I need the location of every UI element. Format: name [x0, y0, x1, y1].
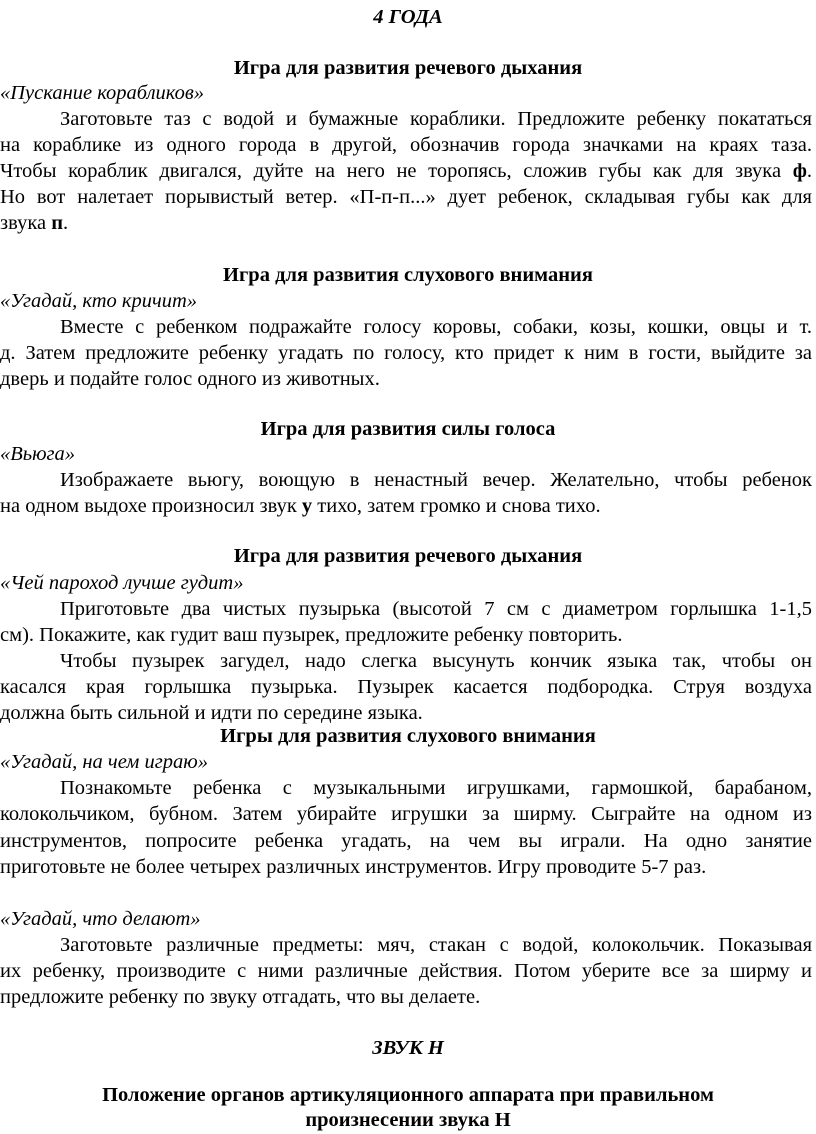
section-3-line-1: Изображаете вьюгу, воющую в ненастный вечер. Желательно, чтобы ребенок: [60, 469, 812, 491]
section-1-line-1: Заготовьте таз с водой и бумажные кораблики. Предложите ребенку покататься: [60, 108, 812, 130]
section-4-game-title: «Чей пароход лучше гудит»: [0, 572, 244, 594]
section-4-line-5: должна быть сильной и идти по середине языка.: [0, 702, 423, 724]
section-1-line-4: Но вот налетает порывистый ветер. «П-п-п...» дует ребенок, складывая губы как для: [0, 186, 812, 208]
section-1-line-2: на кораблике из одного города в другой, обозначив города значками на краях таза.: [0, 134, 812, 156]
sound-f: ф: [792, 160, 807, 182]
sound-heading: ЗВУК Н: [372, 1037, 444, 1059]
section-5-line-4: приготовьте не более четырех различных инструментов. Игру проводите 5-7 раз.: [0, 856, 707, 878]
section-5-line-1: Познакомьте ребенка с музыкальными игрушками, гармошкой, барабаном,: [60, 777, 812, 799]
age-heading: 4 ГОДА: [373, 6, 443, 28]
section-2-game-title: «Угадай, кто кричит»: [0, 290, 198, 312]
section-4-line-2: см). Покажите, как гудит ваш пузырек, предложите ребенку повторить.: [0, 624, 623, 646]
sound-p: п: [51, 212, 64, 234]
section-1-line-5: звука п.: [0, 212, 69, 234]
section-3-game-title: «Вьюга»: [0, 443, 76, 465]
section-6-game-title: «Угадай, что делают»: [0, 908, 201, 930]
section-6-line-1: Заготовьте различные предметы: мяч, стакан с водой, колокольчик. Показывая: [60, 934, 812, 956]
final-title-line-2: произнесении звука Н: [305, 1109, 511, 1131]
section-4-line-4: касался края горлышка пузырька. Пузырек касается подбородка. Струя воздуха: [0, 676, 812, 698]
section-2-line-1: Вместе с ребенком подражайте голосу коровы, собаки, козы, кошки, овцы и т.: [60, 316, 812, 338]
section-4-line-3: Чтобы пузырек загудел, надо слегка высунуть кончик языка так, чтобы он: [60, 650, 812, 672]
section-3-line-2: на одном выдохе произносил звук у тихо, затем громко и снова тихо.: [0, 495, 601, 517]
section-2-line-3: дверь и подайте голос одного из животных.: [0, 368, 380, 390]
section-5-title: Игры для развития слухового внимания: [220, 725, 596, 747]
final-title-line-1: Положение органов артикуляционного аппарата при правильном: [102, 1084, 714, 1106]
section-1-title: Игра для развития речевого дыхания: [233, 57, 583, 79]
section-5-line-2: колокольчиком, бубном. Затем убирайте игрушки за ширму. Сыграйте на одном из: [0, 803, 812, 825]
section-1-line-3: Чтобы кораблик двигался, дуйте на него не торопясь, сложив губы как для звука ф.: [0, 160, 812, 182]
section-5-game-title: «Угадай, на чем играю»: [0, 751, 208, 773]
section-2-title: Игра для развития слухового внимания: [223, 264, 593, 286]
section-6-line-2: их ребенку, производите с ними различные действия. Потом уберите все за ширму и: [0, 960, 812, 982]
section-4-title: Игра для развития речевого дыхания: [233, 545, 583, 567]
section-4-line-1: Приготовьте два чистых пузырька (высотой 7 см с диаметром горлышка 1-1,5: [60, 598, 812, 620]
section-6-line-3: предложите ребенку по звуку отгадать, что вы делаете.: [0, 986, 481, 1008]
section-5-line-3: инструментов, попросите ребенка угадать, на чем вы играли. На одно занятие: [0, 830, 812, 852]
section-3-title: Игра для развития силы голоса: [260, 418, 556, 440]
section-2-line-2: д. Затем предложите ребенку угадать по голосу, кто придет к ним в гости, выйдите за: [0, 342, 812, 364]
section-1-game-title: «Пускание корабликов»: [0, 82, 204, 104]
sound-u: у: [301, 495, 313, 517]
